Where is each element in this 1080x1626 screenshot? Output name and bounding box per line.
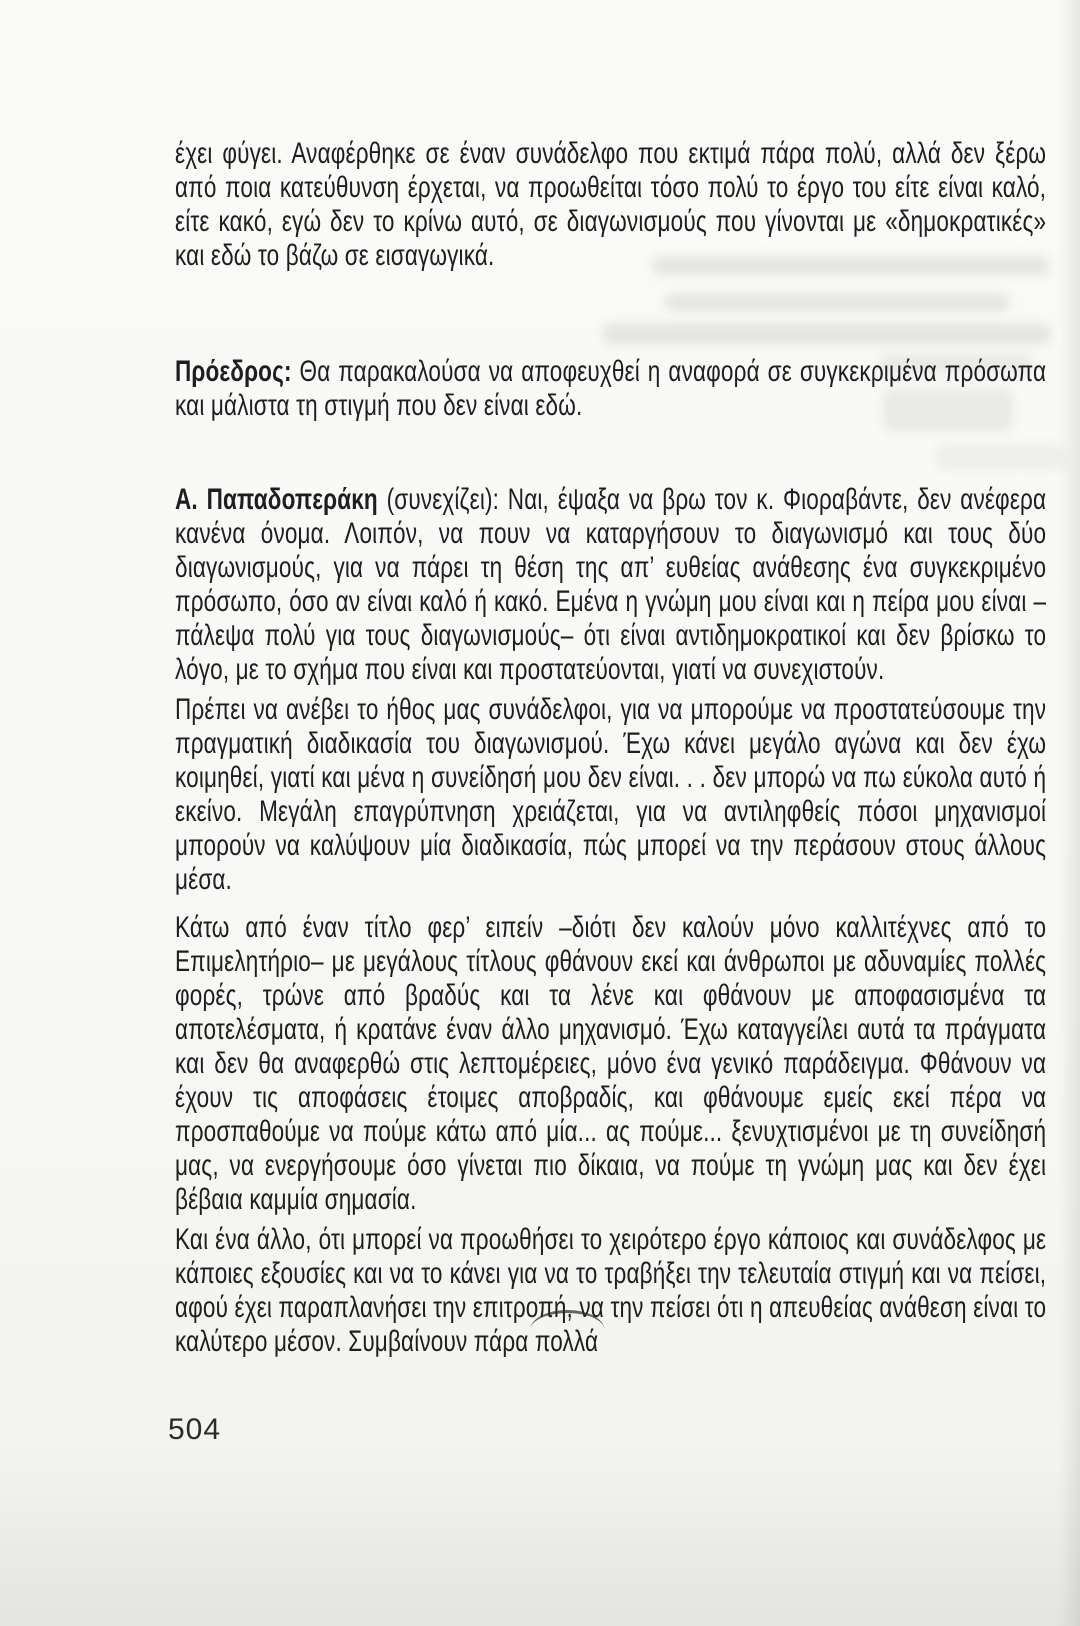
speaker-president-label: Πρόεδρος: — [175, 355, 292, 388]
page-number: 504 — [168, 1413, 222, 1446]
paragraph-text: Θα παρακαλούσα να αποφευχθεί η αναφορά σε συγκεκριμένα πρόσωπα και μάλιστα τη στιγμή που δεν είναι εδώ. — [175, 355, 1047, 422]
text-column — [175, 137, 1046, 1359]
paragraph-text: Κάτω από έναν τίτλο φερ’ ειπείν –διότι δεν καλούν μόνο καλλιτέχνες από το Επιμελητήριο– με μεγάλους τίτλους φθάνουν εκεί και άνθρωποι με αδυναμίες πολλές φορές, τρώνε από βραδύς και τα λένε και φθάνουν με αποφασισμένα τα αποτελέσματα, ή κρατάνε έναν άλλο μηχανισμό. Έχω καταγγείλει αυτά τα πράγματα και δεν θα αναφερθώ στις λεπτομέρειες, μόνο ένα γενικό παράδειγμα. Φθάνουν να έχουν τις αποφάσεις έτοιμες αποβραδίς, και φθάνουμε εμείς εκεί πέρα να προσπαθούμε να πούμε κάτω από μία... ας πούμε... ξενυχτισμένοι με τη συνείδησή μας, να ενεργήσουμε όσο γίνεται πιο δίκαια, να πούμε τη γνώμη μας και δεν έχει βέβαια καμμία σημασία. — [175, 911, 1047, 1216]
paragraph-direct-assignment — [175, 1223, 1046, 1359]
paragraph-text: έχει φύγει. Αναφέρθηκε σε έναν συνάδελφο που εκτιμά πάρα πολύ, αλλά δεν ξέρω από ποια κατεύθυνση έρχεται, να προωθείται τόσο πολύ το έργο του είτε είναι καλό, είτε κακό, εγώ δεν το κρίνω αυτό, σε διαγωνισμούς που γίνονται με «δημοκρατικές» και εδώ το βάζω σε εισαγωγικά. — [175, 137, 1047, 272]
paragraph-papadoperaki — [175, 483, 1046, 687]
paragraph-continuation — [175, 137, 1046, 273]
paragraph-ethos — [175, 693, 1046, 897]
speaker-papadoperaki-label: Α. Παπαδοπεράκη — [175, 483, 378, 516]
scan-edge-shadow — [1058, 0, 1080, 1626]
paragraph-text: (συνεχίζει): Ναι, έψαξα να βρω τον κ. Φιοραβάντε, δεν ανέφερα κανένα όνομα. Λοιπόν, να πουν να καταργήσουν το διαγωνισμό και τους δύο διαγωνισμούς, για να πάρει τη θέση της απ’ ευθείας ανάθεσης ένα συγκεκριμένο πρόσωπο, όσο αν είναι καλό ή κακό. Εμένα η γνώμη μου είναι και η πείρα μου είναι –πάλεψα πολύ για τους διαγωνισμούς– ότι είναι αντιδημοκρατικοί και δεν βρίσκω το λόγο, με το σχήμα που είναι και προστατεύονται, γιατί να συνεχιστούν. — [175, 483, 1047, 686]
paragraph-text: Και ένα άλλο, ότι μπορεί να προωθήσει το χειρότερο έργο κάποιος και συνάδελφος με κάποιες εξουσίες και να το κάνει για να το τραβήξει την τελευταία στιγμή και να πείσει, αφού έχει παραπλανήσει την επιτροπή, να την πείσει ότι η απευθείας ανάθεση είναι το καλύτερο μέσον. Συμβαίνουν πάρα — [175, 1223, 1047, 1358]
scan-bottom-noise — [0, 1456, 1080, 1626]
paragraph-president — [175, 355, 1046, 423]
paragraph-title-example — [175, 911, 1046, 1217]
paragraph-text: Πρέπει να ανέβει το ήθος μας συνάδελφοι, για να μπορούμε να προστατεύσουμε την πραγματική διαδικασία του διαγωνισμού. Έχω κάνει μεγάλο αγώνα και δεν έχω κοιμηθεί, γιατί και μένα η συνείδησή μου δεν είναι. . . δεν μπορώ να πω εύκολα αυτό ή εκείνο. Μεγάλη επαγρύπνηση χρειάζεται, για να αντιληφθείς πόσοι μηχανισμοί μπορούν να καλύψουν μία διαδικασία, πώς μπορεί να την περάσουν στους άλλους μέσα. — [175, 693, 1047, 896]
annotated-word-with-arc: πολλά — [534, 1325, 599, 1358]
